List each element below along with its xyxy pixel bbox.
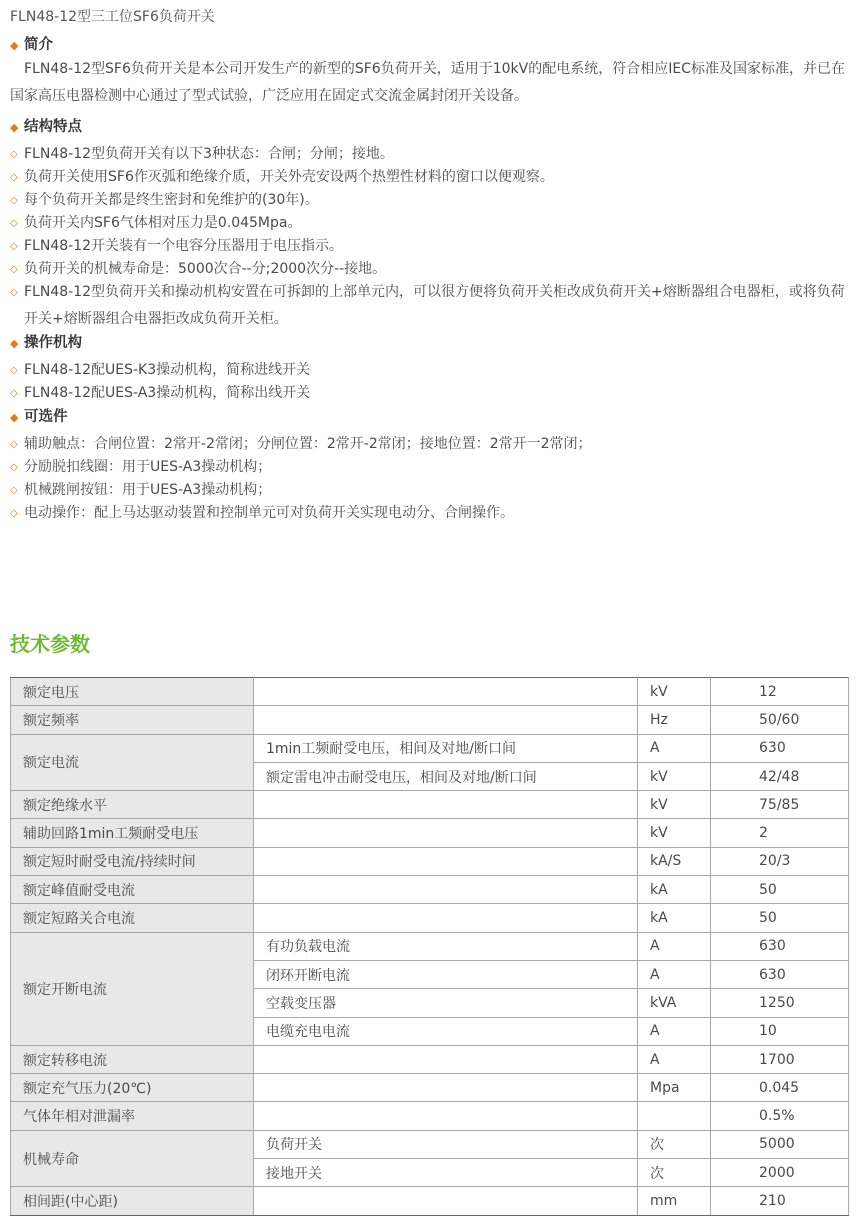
intro-paragraph: FLN48-12型SF6负荷开关是本公司开发生产的新型的SF6负荷开关，适用于10kV的配电系统，符合相应IEC标准及国家标准，并已在国家高压电器检测中心通过了型式试验，广泛应用在固定式交流金属封闭开关设备。 (10, 61, 845, 104)
list-item-text: 每个负荷开关都是终生密封和免维护的(30年)。 (24, 192, 319, 208)
outline-diamond-icon: ◇ (10, 149, 18, 160)
param-name: 气体年相对泄漏率 (11, 1102, 254, 1130)
diamond-bullet-icon: ◆ (10, 337, 19, 350)
param-sub (254, 678, 638, 706)
table-row (11, 1074, 849, 1102)
section-heading-mechanism (10, 334, 850, 353)
param-value: 42/48 (711, 762, 849, 790)
table-row (11, 847, 849, 875)
param-name: 额定短时耐受电流/持续时间 (11, 847, 254, 875)
param-unit: kA (638, 876, 711, 904)
list-item-text: FLN48-12型负荷开关有以下3种状态：合闸；分闸；接地。 (24, 146, 394, 162)
outline-diamond-icon: ◇ (10, 462, 18, 473)
param-value: 50/60 (711, 706, 849, 734)
outline-diamond-icon: ◇ (10, 172, 18, 183)
param-unit: kV (638, 678, 711, 706)
param-name: 额定电压 (11, 678, 254, 706)
param-sub (254, 1074, 638, 1102)
table-row (11, 678, 849, 706)
param-value: 12 (711, 678, 849, 706)
param-unit: A (638, 932, 711, 960)
param-unit: kA/S (638, 847, 711, 875)
section-heading-intro (10, 36, 850, 55)
param-sub: 额定雷电冲击耐受电压，相间及对地/断口间 (254, 762, 638, 790)
param-value: 10 (711, 1017, 849, 1045)
section-heading-options (10, 408, 850, 427)
param-unit: 次 (638, 1130, 711, 1158)
outline-diamond-icon: ◇ (10, 287, 18, 298)
param-unit (638, 1102, 711, 1130)
table-row (11, 706, 849, 734)
param-unit: A (638, 960, 711, 988)
diamond-bullet-icon: ◆ (10, 121, 19, 134)
param-unit: A (638, 1017, 711, 1045)
features-heading-text: 结构特点 (24, 119, 82, 135)
param-value: 0.045 (711, 1074, 849, 1102)
features-list (10, 141, 850, 333)
page-title: FLN48-12型三工位SF6负荷开关 (10, 9, 215, 25)
param-sub: 空载变压器 (254, 989, 638, 1017)
outline-diamond-icon: ◇ (10, 508, 18, 519)
options-list (10, 431, 850, 527)
list-item (10, 500, 850, 527)
list-item-text: 辅助触点：合闸位置：2常开-2常闭；分闸位置：2常开-2常闭；接地位置：2常开一2常闭； (24, 436, 592, 452)
diamond-bullet-icon: ◆ (10, 411, 19, 424)
list-item-text: 分励脱扣线圈：用于UES-A3操动机构； (24, 459, 272, 475)
param-sub (254, 1102, 638, 1130)
table-row (11, 932, 849, 960)
list-item (10, 279, 850, 333)
outline-diamond-icon: ◇ (10, 195, 18, 206)
param-unit: mm (638, 1187, 711, 1215)
param-sub: 接地开关 (254, 1159, 638, 1187)
options-heading-text: 可选件 (24, 409, 68, 425)
param-unit: kV (638, 791, 711, 819)
outline-diamond-icon: ◇ (10, 439, 18, 450)
list-item-text: FLN48-12开关装有一个电容分压器用于电压指示。 (24, 238, 344, 254)
param-sub (254, 904, 638, 932)
table-row (11, 904, 849, 932)
param-unit: A (638, 1045, 711, 1073)
mechanism-heading-text: 操作机构 (24, 335, 82, 351)
list-item-text: FLN48-12型负荷开关和操动机构安置在可拆卸的上部单元内，可以很方便将负荷开关柜改成负荷开关+熔断器组合电器柜，或将负荷开关+熔断器组合电器拒改成负荷开关柜。 (24, 284, 845, 327)
list-item-text: 机械跳闸按钮：用于UES-A3操动机构； (24, 482, 272, 498)
param-sub: 有功负载电流 (254, 932, 638, 960)
outline-diamond-icon: ◇ (10, 485, 18, 496)
param-value: 1250 (711, 989, 849, 1017)
param-value: 20/3 (711, 847, 849, 875)
param-sub (254, 876, 638, 904)
param-unit: A (638, 734, 711, 762)
diamond-bullet-icon: ◆ (10, 39, 19, 52)
table-row (11, 791, 849, 819)
param-unit: kA (638, 904, 711, 932)
param-unit: Hz (638, 706, 711, 734)
param-sub: 负荷开关 (254, 1130, 638, 1158)
list-item-text: 负荷开关内SF6气体相对压力是0.045Mpa。 (24, 215, 302, 231)
mechanism-list (10, 357, 850, 407)
param-value: 1700 (711, 1045, 849, 1073)
tech-params-title: 技术参数 (10, 632, 90, 656)
outline-diamond-icon: ◇ (10, 365, 18, 376)
list-item (10, 380, 850, 407)
param-name: 额定充气压力(20℃) (11, 1074, 254, 1102)
spec-table (10, 677, 849, 1216)
table-row (11, 1102, 849, 1130)
table-row (11, 876, 849, 904)
param-sub (254, 706, 638, 734)
param-value: 5000 (711, 1130, 849, 1158)
param-name: 机械寿命 (11, 1130, 254, 1187)
param-value: 0.5% (711, 1102, 849, 1130)
table-row (11, 1130, 849, 1158)
outline-diamond-icon: ◇ (10, 264, 18, 275)
param-sub (254, 847, 638, 875)
param-name: 相间距(中心距) (11, 1187, 254, 1215)
param-name: 额定电流 (11, 734, 254, 791)
param-value: 50 (711, 876, 849, 904)
param-value: 210 (711, 1187, 849, 1215)
table-row (11, 819, 849, 847)
list-item-text: FLN48-12配UES-A3操动机构，简称出线开关 (24, 385, 311, 401)
param-sub (254, 1187, 638, 1215)
param-value: 630 (711, 960, 849, 988)
param-sub (254, 791, 638, 819)
param-sub: 闭环开断电流 (254, 960, 638, 988)
outline-diamond-icon: ◇ (10, 388, 18, 399)
param-sub: 电缆充电电流 (254, 1017, 638, 1045)
section-heading-features (10, 118, 850, 137)
param-name: 额定频率 (11, 706, 254, 734)
param-unit: 次 (638, 1159, 711, 1187)
param-value: 2 (711, 819, 849, 847)
content (10, 36, 850, 528)
param-unit: Mpa (638, 1074, 711, 1102)
param-name: 额定峰值耐受电流 (11, 876, 254, 904)
param-name: 辅助回路1min工频耐受电压 (11, 819, 254, 847)
list-item-text: FLN48-12配UES-K3操动机构，简称进线开关 (24, 362, 311, 378)
param-name: 额定转移电流 (11, 1045, 254, 1073)
outline-diamond-icon: ◇ (10, 241, 18, 252)
param-name: 额定绝缘水平 (11, 791, 254, 819)
param-value: 50 (711, 904, 849, 932)
param-sub (254, 1045, 638, 1073)
param-unit: kV (638, 819, 711, 847)
list-item-text: 电动操作：配上马达驱动装置和控制单元可对负荷开关实现电动分、合闸操作。 (24, 505, 514, 521)
intro-heading-text: 简介 (24, 37, 53, 53)
param-value: 2000 (711, 1159, 849, 1187)
param-name: 额定开断电流 (11, 932, 254, 1045)
param-unit: kV (638, 762, 711, 790)
table-row (11, 1045, 849, 1073)
param-value: 630 (711, 932, 849, 960)
param-value: 75/85 (711, 791, 849, 819)
table-row (11, 734, 849, 762)
param-sub: 1min工频耐受电压，相间及对地/断口间 (254, 734, 638, 762)
param-unit: kVA (638, 989, 711, 1017)
param-name: 额定短路关合电流 (11, 904, 254, 932)
outline-diamond-icon: ◇ (10, 218, 18, 229)
list-item-text: 负荷开关使用SF6作灭弧和绝缘介质，开关外壳安设两个热塑性材料的窗口以便观察。 (24, 169, 554, 185)
param-value: 630 (711, 734, 849, 762)
list-item-text: 负荷开关的机械寿命是：5000次合--分;2000次分--接地。 (24, 261, 387, 277)
param-sub (254, 819, 638, 847)
table-row (11, 1187, 849, 1215)
